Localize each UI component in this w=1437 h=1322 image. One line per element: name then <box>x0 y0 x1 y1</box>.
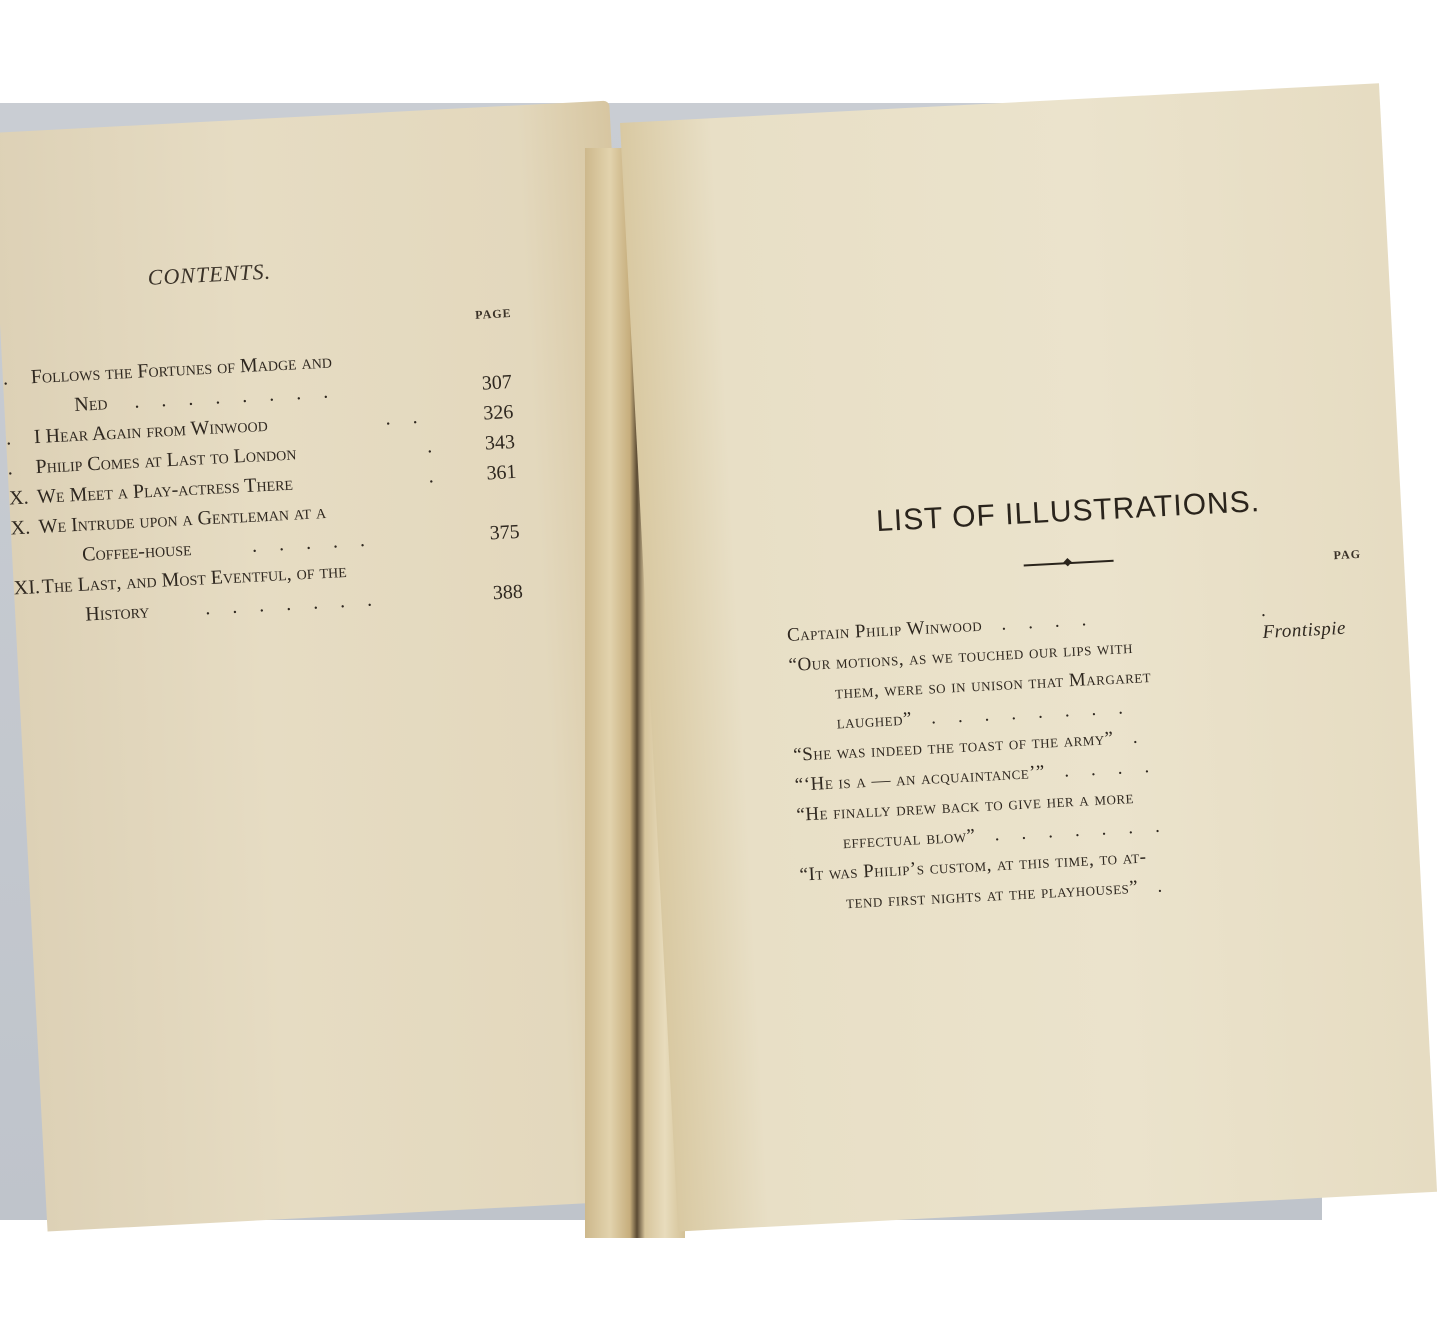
toc-entry-page: 307 <box>481 371 513 395</box>
contents-page-label: PAGE <box>474 305 512 322</box>
toc-entry-title: I Hear Again from Winwood <box>33 413 269 449</box>
illustration-title: Captain Philip Winwood <box>786 614 983 646</box>
toc-entry-title: Ned <box>73 392 108 416</box>
toc-entry-title: Philip Comes at Last to London <box>34 442 297 479</box>
toc-entry-page: 388 <box>492 580 524 605</box>
toc-entry-title: The Last, and Most Eventful, of the <box>41 559 348 598</box>
leader-dots: ........ <box>133 379 351 413</box>
toc-entry-number: X. <box>10 516 31 540</box>
toc-entry-number: X. <box>8 486 30 510</box>
right-page <box>620 83 1437 1231</box>
ornamental-rule <box>1024 560 1114 567</box>
toc-entry-page: 361 <box>485 460 518 485</box>
illustration-title: “It was Philip’s custom, at this time, to at- <box>799 846 1147 886</box>
illustrations-heading: LIST OF ILLUSTRATIONS. <box>875 485 1261 539</box>
frontispiece-label: . Frontispie <box>1260 599 1347 644</box>
toc-entry-number: . <box>2 367 9 390</box>
toc-entry-title: History <box>84 600 150 626</box>
illustration-title: “‘He is a — an acquaintance’” <box>794 761 1046 796</box>
leader-dots: ........ <box>930 696 1146 729</box>
toc-entry-title: Coffee-house <box>81 538 193 566</box>
illustration-title: “Our motions, as we touched our lips with <box>788 636 1134 676</box>
left-page <box>0 101 667 1232</box>
illustration-title: “He finally drew back to give her a more <box>795 787 1135 826</box>
leader-dots: ..... <box>251 527 388 557</box>
illustration-title: effectual blow” <box>842 825 976 854</box>
leader-dots: ....... <box>204 587 395 620</box>
leader-dots: . <box>1156 874 1185 897</box>
leader-dots: .. <box>384 404 440 430</box>
leader-dots: ....... <box>994 814 1183 846</box>
toc-entry-page: 343 <box>484 430 516 455</box>
toc-entry-number: . <box>7 457 14 480</box>
leader-dots: .... <box>1063 755 1172 782</box>
toc-entry-title: Follows the Fortunes of Madge and <box>30 350 333 389</box>
contents-heading: CONTENTS. <box>147 258 272 290</box>
leader-dots: .... <box>1000 608 1109 635</box>
toc-entry-number: . <box>5 427 12 450</box>
leader-dots: . <box>426 434 455 458</box>
leader-dots: . <box>1132 725 1161 748</box>
toc-entry-title: We Intrude upon a Gentleman at a <box>38 500 327 538</box>
illustration-title: them, were so in unison that Margaret <box>834 665 1152 704</box>
illustration-title: laughed” <box>836 708 913 734</box>
book-photo <box>0 103 1362 1220</box>
illustration-title: tend first nights at the playhouses” <box>845 876 1139 914</box>
toc-entry-title: We Meet a Play-actress There <box>36 472 294 509</box>
illustrations-page-label: PAG <box>1333 546 1362 563</box>
toc-entry-page: 326 <box>482 401 514 425</box>
toc-entry-number: XI. <box>13 576 41 600</box>
toc-entry-page: 375 <box>489 520 521 545</box>
illustration-title: “She was indeed the toast of the army” <box>792 728 1115 766</box>
leader-dots: . <box>428 464 457 488</box>
